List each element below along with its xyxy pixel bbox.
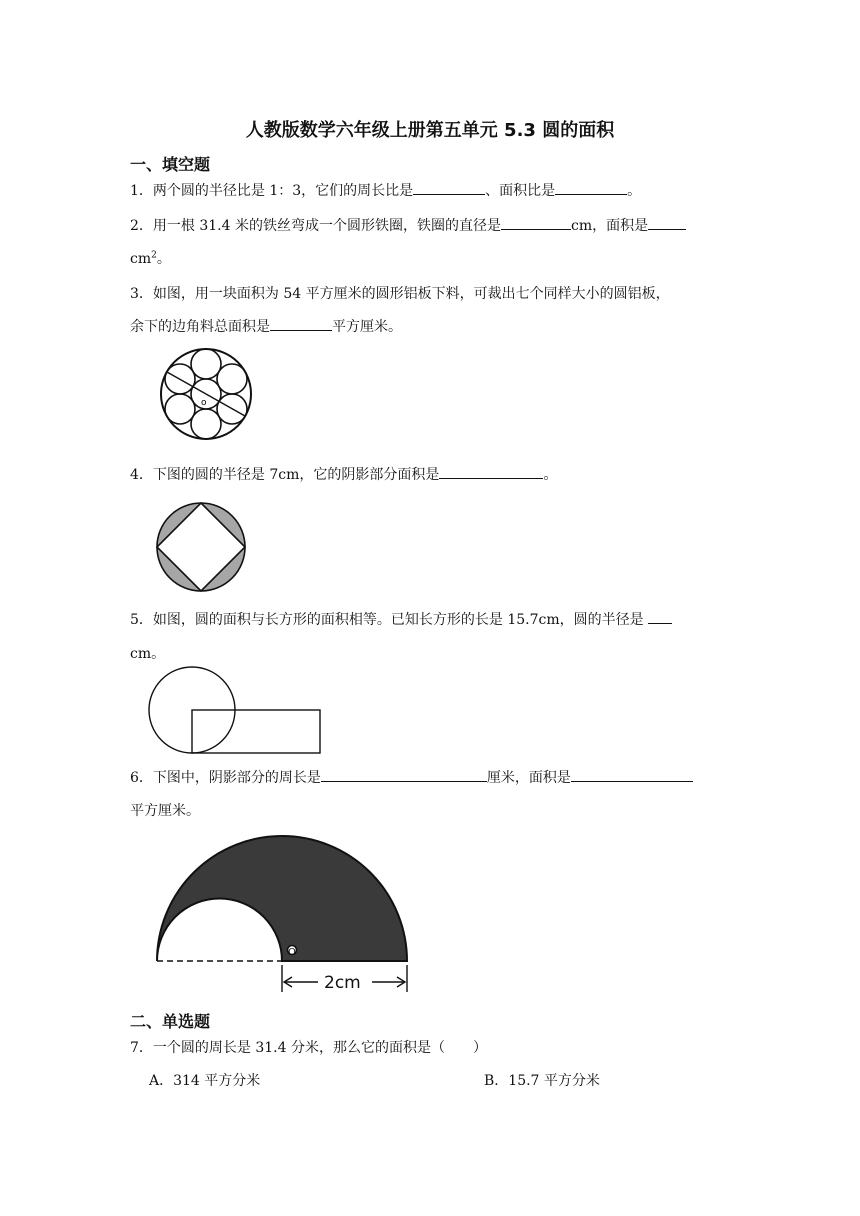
- section-heading-fill-in: 一、填空题: [130, 155, 211, 174]
- question-3: 3．如图，用一块面积为 54 平方厘米的圆形铝板下料，可裁出七个同样大小的圆铝板，: [130, 286, 670, 302]
- question-2-end: 。: [156, 251, 171, 267]
- semicircle-shaded-figure: [150, 826, 414, 998]
- answer-blank[interactable]: [270, 316, 332, 331]
- question-3-line-2: [130, 316, 402, 336]
- unit-superscript: 2: [151, 250, 157, 261]
- question-7: 7．一个圆的周长是 31.4 分米，那么它的面积是（ ）: [130, 1040, 487, 1056]
- answer-blank[interactable]: [555, 180, 627, 195]
- answer-blank[interactable]: [571, 767, 693, 782]
- question-6: [130, 767, 693, 787]
- section-heading-single-choice: 二、单选题: [130, 1012, 211, 1031]
- question-3-end: 平方厘米。: [332, 319, 402, 335]
- question-5-line-2: cm。: [130, 646, 166, 662]
- answer-blank[interactable]: [413, 180, 485, 195]
- question-6-line-2: 平方厘米。: [130, 803, 200, 819]
- question-2-text: 2．用一根 31.4 米的铁丝弯成一个圆形铁圈，铁圈的直径是: [130, 218, 501, 234]
- page-title: 人教版数学六年级上册第五单元 5.3 圆的面积: [245, 120, 615, 141]
- circle-and-rectangle-figure: [146, 666, 326, 760]
- question-6-text-2: 厘米，面积是: [486, 770, 571, 786]
- question-2-text-2: cm，面积是: [570, 218, 649, 234]
- question-1: [130, 180, 641, 200]
- answer-blank[interactable]: [439, 464, 543, 479]
- center-label: O: [288, 947, 296, 958]
- question-5: [130, 609, 672, 629]
- question-6-text: 6．下图中，阴影部分的周长是: [130, 770, 321, 786]
- unit-cm: cm: [130, 251, 152, 267]
- question-4: [130, 464, 557, 484]
- answer-blank[interactable]: [321, 767, 487, 782]
- question-4-end: 。: [543, 467, 558, 483]
- square-in-circle-figure: [154, 500, 248, 594]
- dimension-label: 2cm: [324, 973, 361, 993]
- question-2: [130, 215, 686, 235]
- question-3-text: 余下的边角料总面积是: [130, 319, 270, 335]
- question-5-text: 5．如图，圆的面积与长方形的面积相等。已知长方形的长是 15.7cm，圆的半径是: [130, 612, 644, 628]
- answer-blank[interactable]: [648, 215, 686, 230]
- center-label: o: [201, 398, 207, 408]
- option-b[interactable]: B．15.7 平方分米: [484, 1073, 600, 1089]
- option-a[interactable]: A．314 平方分米: [149, 1073, 261, 1089]
- answer-blank[interactable]: [501, 215, 571, 230]
- seven-circles-figure: [156, 344, 256, 444]
- question-4-text: 4．下图的圆的半径是 7cm，它的阴影部分面积是: [130, 467, 440, 483]
- answer-blank[interactable]: [648, 609, 672, 624]
- question-1-end: 。: [627, 183, 642, 199]
- question-1-text: 1．两个圆的半径比是 1：3，它们的周长比是: [130, 183, 414, 199]
- question-1-text-2: 、面积比是: [485, 183, 556, 199]
- question-2-line-2: [130, 248, 171, 268]
